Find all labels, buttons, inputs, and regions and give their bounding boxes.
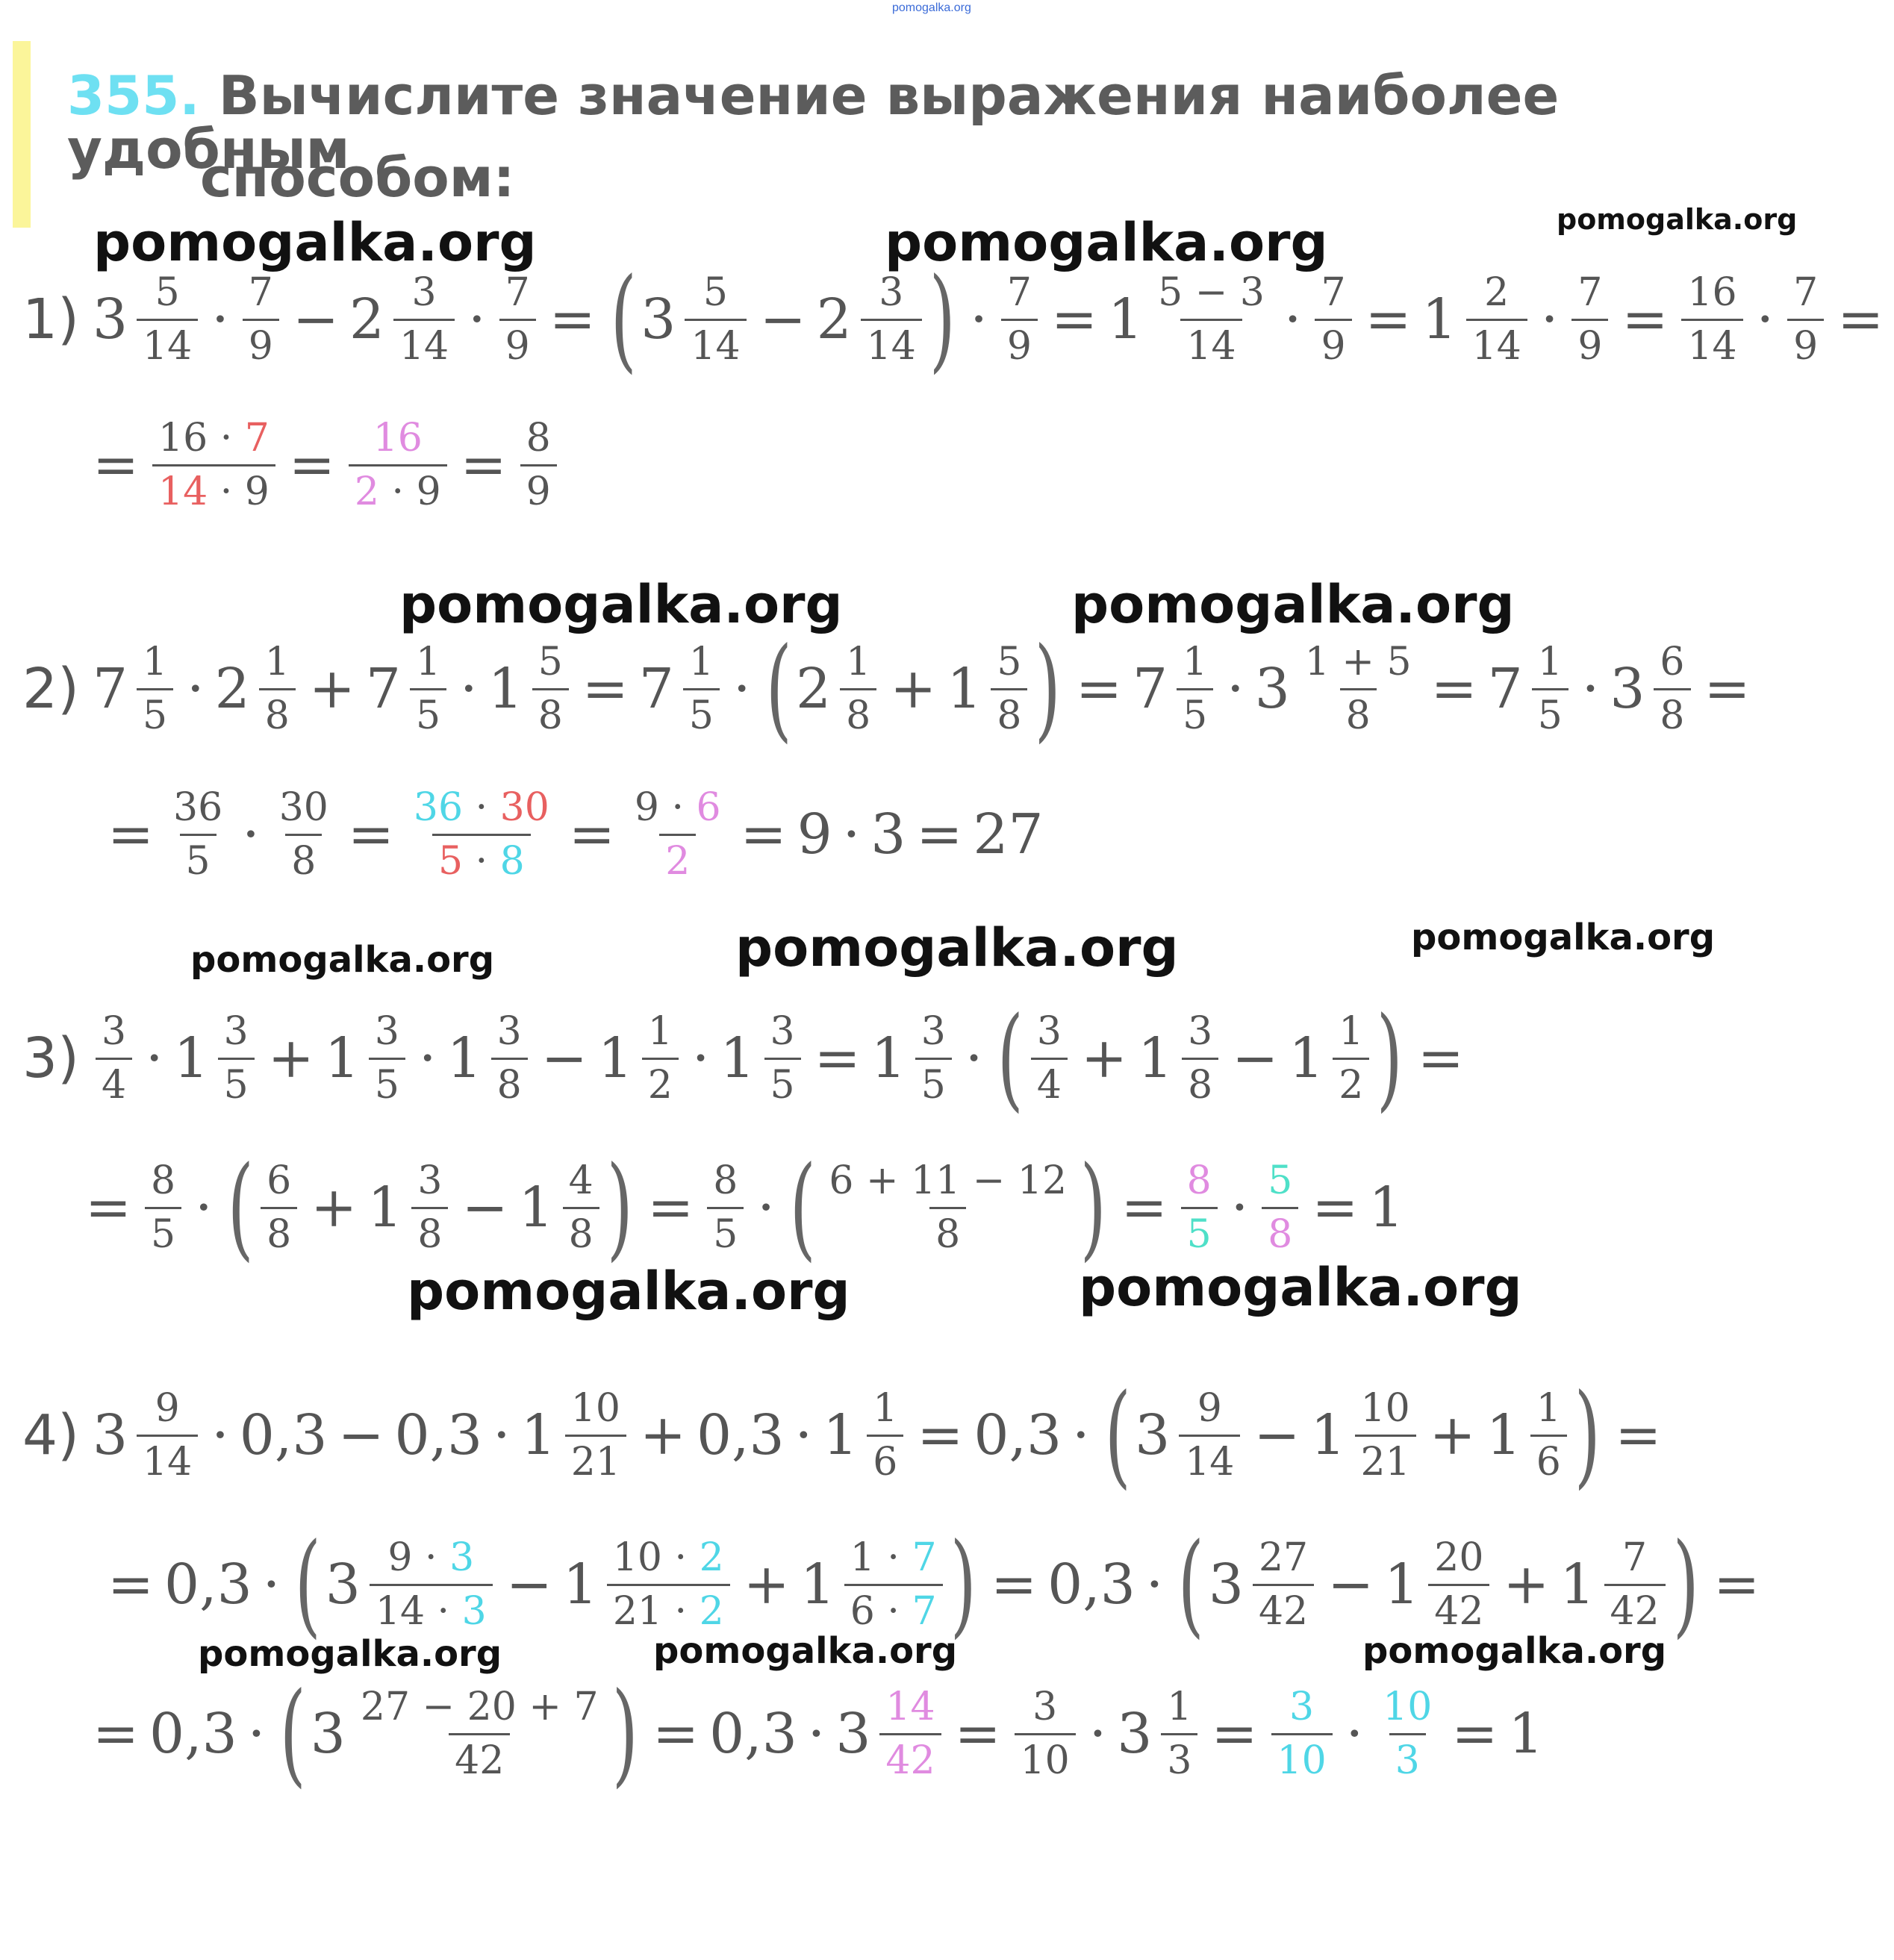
task-number: 355. — [67, 64, 200, 127]
watermark: pomogalka.org — [735, 917, 1179, 979]
problem-4-line-1: 4) 3 $\frac{9}{14}$ · 0,3 − 0,3 · 1 $\frac{10}{21}$ + 0,3 · 1 $\frac{1}{6}$ = 0,3 · ( 3 $\frac{9}{14}$ − 1 $\frac{10}{21}$ + 1 $\frac{1}{6}$ ) = — [22, 1370, 1662, 1501]
top-watermark: pomogalka.org — [892, 1, 971, 14]
task-title-line2: способом: — [200, 146, 515, 209]
watermark: pomogalka.org — [93, 212, 537, 273]
problem-4-line-3: = 0,3 · ( 3 $\frac{27 - 20 + 7}{42}$ ) = 0,3 · 3 $\frac{14}{42}$ = $\frac{3}{10}$ · 3 $\frac{1}{3}$ = $\frac{3}{10}$ · $\frac{10}{3}$ = 1 — [93, 1669, 1544, 1800]
watermark: pomogalka.org — [885, 212, 1328, 273]
watermark: pomogalka.org — [1557, 203, 1798, 236]
problem-3-line-1: 3) $\frac{3}{4}$ · 1 $\frac{3}{5}$ + 1 $\frac{3}{5}$ · 1 $\frac{3}{8}$ − 1 $\frac{1}{2}$ · 1 $\frac{3}{5}$ = 1 $\frac{3}{5}$ · ( $\frac{3}{4}$ + 1 $\frac{3}{8}$ − 1 $\frac{1}{2}$ ) = — [22, 993, 1464, 1124]
problem-2-line-2: = $\frac{36}{5}$ · $\frac{30}{8}$ = $\frac{36 \cdot 30}{5 \cdot 8}$ = $\frac{9 \cdot 6}{2}$ = 9 · 3 = 27 — [108, 785, 1044, 884]
problem-1-line-2: = $\frac{16 \cdot 7}{14 \cdot 9}$ = $\frac{16}{2 \cdot 9}$ = $\frac{8}{9}$ — [82, 418, 560, 512]
watermark: pomogalka.org — [1079, 1257, 1522, 1318]
problem-1-line-1: 1) 3 $\frac{5}{14}$ · $\frac{7}{9}$ − 2 $\frac{3}{14}$ · $\frac{7}{9}$ = ( 3 $\frac{5}{14}$ − 2 $\frac{3}{14}$ ) · $\frac{7}{9}$ = 1 $\frac{5 - 3}{14}$ · $\frac{7}{9}$ = 1 $\frac{2}{14}$ · $\frac{7}{9}$ = $\frac{16}{14}$ · $\frac{7}{9}$ = — [22, 255, 1884, 385]
watermark: pomogalka.org — [1362, 1630, 1667, 1672]
watermark: pomogalka.org — [407, 1261, 850, 1322]
problem-3-line-2: = $\frac{8}{5}$ · ( $\frac{6}{8}$ + 1 $\frac{3}{8}$ − 1 $\frac{4}{8}$ ) = $\frac{8}{5}$ · ( $\frac{6 + 11 - 12}{8}$ ) = $\frac{8}{5}$ · $\frac{5}{8}$ = 1 — [85, 1143, 1404, 1273]
problem-2-line-1: 2) 7 $\frac{1}{5}$ · 2 $\frac{1}{8}$ + 7 $\frac{1}{5}$ · 1 $\frac{5}{8}$ = 7 $\frac{1}{5}$ · ( 2 $\frac{1}{8}$ + 1 $\frac{5}{8}$ ) = 7 $\frac{1}{5}$ · 3 $\frac{1 + 5}{8}$ = 7 $\frac{1}{5}$ · 3 $\frac{6}{8}$ = — [22, 624, 1751, 755]
watermark: pomogalka.org — [653, 1630, 958, 1672]
watermark: pomogalka.org — [1071, 574, 1515, 635]
watermark: pomogalka.org — [1411, 917, 1716, 958]
watermark: pomogalka.org — [190, 939, 495, 981]
watermark: pomogalka.org — [399, 574, 843, 635]
highlight-bar — [13, 41, 31, 228]
watermark: pomogalka.org — [198, 1633, 502, 1675]
problem-4-line-2: = 0,3 · ( 3 $\frac{9 \cdot 3}{14 \cdot 3}$ − 1 $\frac{10 \cdot 2}{21 \cdot 2}$ + 1 $\frac{1 \cdot 7}{6 \cdot 7}$ ) = 0,3 · ( 3 $\frac{27}{42}$ − 1 $\frac{20}{42}$ + 1 $\frac{7}{42}$ ) = — [108, 1520, 1760, 1650]
task-title-line1: Вычислите значение выражения наиболее удобным — [67, 64, 1560, 181]
